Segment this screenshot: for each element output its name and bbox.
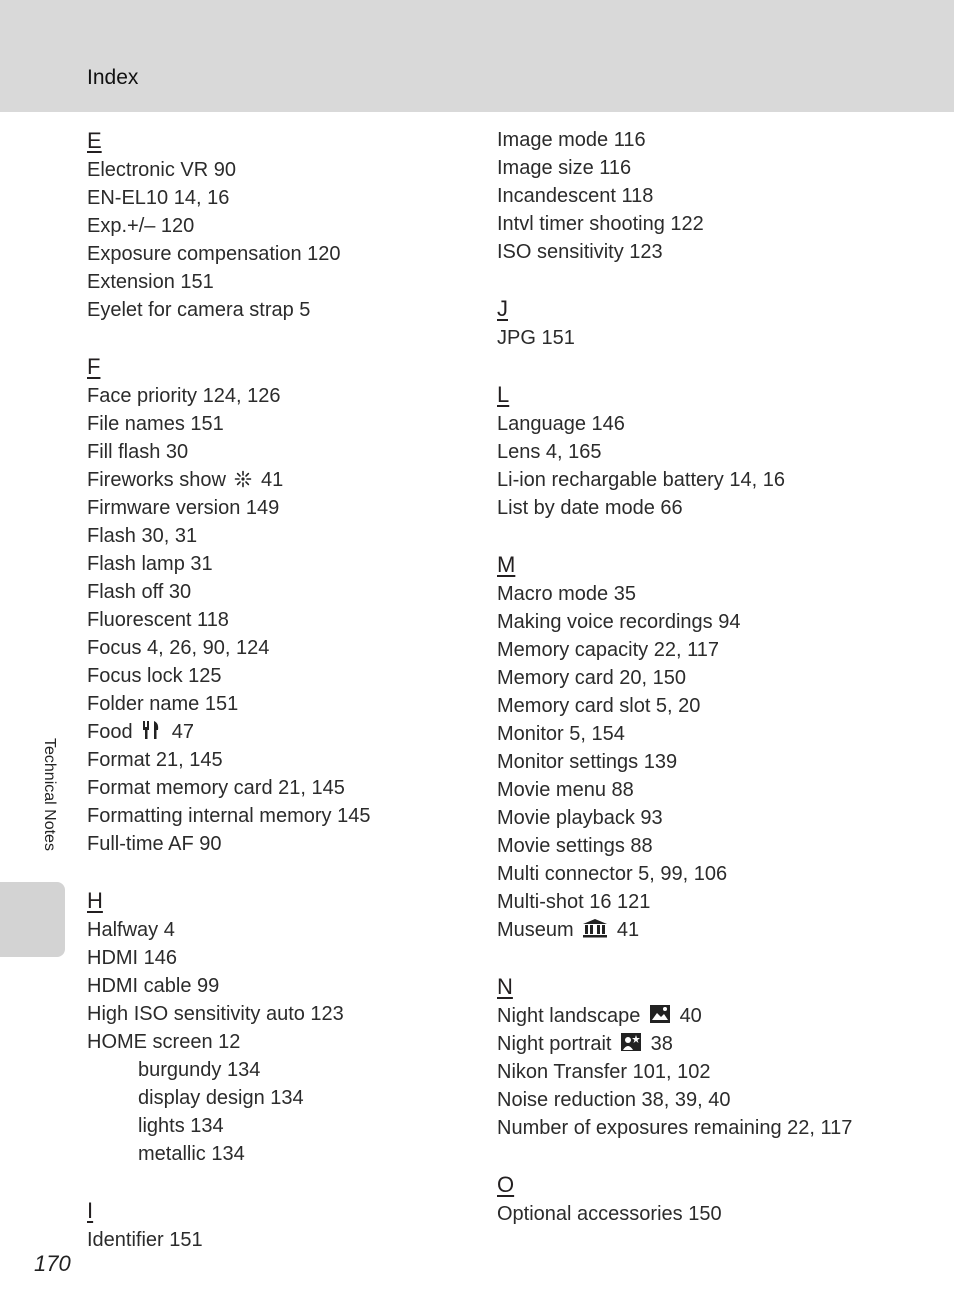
index-entry-museum bbox=[497, 916, 937, 944]
fireworks-icon bbox=[234, 468, 252, 496]
index-entry: Eyelet for camera strap 5 bbox=[87, 299, 311, 321]
index-section-h bbox=[87, 886, 467, 1168]
section-letter: I bbox=[87, 1198, 94, 1223]
index-entry: Monitor settings 139 bbox=[497, 751, 678, 773]
index-entry: Face priority 124, 126 bbox=[87, 385, 281, 407]
index-entry: Flash off 30 bbox=[87, 581, 192, 603]
index-entry: Full-time AF 90 bbox=[87, 833, 222, 855]
index-entry: Identifier 151 bbox=[87, 1229, 203, 1251]
index-entry: Formatting internal memory 145 bbox=[87, 805, 371, 827]
index-entry: Firmware version 149 bbox=[87, 497, 280, 519]
index-subentry: metallic 134 bbox=[138, 1143, 245, 1165]
entry-label: Night landscape bbox=[497, 1005, 641, 1027]
index-entry: Number of exposures remaining 22, 117 bbox=[497, 1117, 853, 1139]
index-section-j bbox=[497, 294, 937, 352]
index-entry: ISO sensitivity 123 bbox=[497, 241, 663, 263]
entry-label: Food bbox=[87, 721, 133, 743]
index-entry: Multi connector 5, 99, 106 bbox=[497, 863, 728, 885]
index-entry: Exposure compensation 120 bbox=[87, 243, 341, 265]
night-landscape-icon bbox=[649, 1004, 671, 1032]
index-entry: Folder name 151 bbox=[87, 693, 239, 715]
page-header bbox=[0, 0, 954, 112]
index-entry-night-portrait bbox=[497, 1030, 937, 1058]
index-column-left bbox=[87, 126, 467, 1282]
section-letter: M bbox=[497, 552, 516, 577]
index-column-right bbox=[497, 126, 937, 1256]
entry-page: 41 bbox=[261, 469, 284, 491]
index-entry: List by date mode 66 bbox=[497, 497, 683, 519]
index-entry: Macro mode 35 bbox=[497, 583, 636, 605]
index-entry: Movie playback 93 bbox=[497, 807, 663, 829]
section-letter: L bbox=[497, 382, 510, 407]
index-entry: High ISO sensitivity auto 123 bbox=[87, 1003, 344, 1025]
index-section-l bbox=[497, 380, 937, 522]
index-section-i bbox=[87, 1196, 467, 1254]
index-entry-fireworks bbox=[87, 466, 467, 494]
index-entry: Image size 116 bbox=[497, 157, 632, 179]
index-entry: Language 146 bbox=[497, 413, 625, 435]
entry-page: 40 bbox=[679, 1005, 702, 1027]
index-subentry: lights 134 bbox=[138, 1115, 224, 1137]
side-tab bbox=[0, 882, 65, 957]
page-number: 170 bbox=[34, 1251, 71, 1276]
food-icon bbox=[141, 720, 163, 748]
index-entry: Memory card 20, 150 bbox=[497, 667, 686, 689]
index-entry: Focus lock 125 bbox=[87, 665, 222, 687]
index-entry-food bbox=[87, 718, 467, 746]
night-portrait-icon bbox=[620, 1032, 642, 1060]
entry-label: Night portrait bbox=[497, 1033, 612, 1055]
index-entry: Memory card slot 5, 20 bbox=[497, 695, 701, 717]
index-entry: Optional accessories 150 bbox=[497, 1203, 722, 1225]
index-entry: Format 21, 145 bbox=[87, 749, 223, 771]
entry-page: 41 bbox=[616, 919, 640, 941]
index-entry: HDMI 146 bbox=[87, 947, 178, 969]
index-entry: Incandescent 118 bbox=[497, 185, 654, 207]
index-entry: Nikon Transfer 101, 102 bbox=[497, 1061, 711, 1083]
index-section-f bbox=[87, 352, 467, 858]
section-letter: E bbox=[87, 128, 102, 153]
index-entry: Lens 4, 165 bbox=[497, 441, 602, 463]
index-entry: Fill flash 30 bbox=[87, 441, 189, 463]
section-letter: F bbox=[87, 354, 101, 379]
index-entry: Image mode 116 bbox=[497, 129, 646, 151]
side-section-label: Technical Notes bbox=[41, 738, 58, 851]
index-subentry: display design 134 bbox=[138, 1087, 304, 1109]
section-letter: J bbox=[497, 296, 508, 321]
entry-page: 38 bbox=[650, 1033, 673, 1055]
index-subentry: burgundy 134 bbox=[138, 1059, 261, 1081]
section-letter: N bbox=[497, 974, 513, 999]
index-entry: Monitor 5, 154 bbox=[497, 723, 625, 745]
index-section-i-continued bbox=[497, 126, 937, 266]
index-entry: HDMI cable 99 bbox=[87, 975, 220, 997]
index-entry: JPG 151 bbox=[497, 327, 575, 349]
index-entry: Exp.+/– 120 bbox=[87, 215, 195, 237]
index-entry: EN-EL10 14, 16 bbox=[87, 187, 230, 209]
index-section-n bbox=[497, 972, 937, 1142]
index-entry: Format memory card 21, 145 bbox=[87, 777, 345, 799]
index-entry: File names 151 bbox=[87, 413, 224, 435]
header-title: Index bbox=[87, 66, 139, 89]
section-letter: O bbox=[497, 1172, 515, 1197]
index-entry: Noise reduction 38, 39, 40 bbox=[497, 1089, 731, 1111]
index-section-e bbox=[87, 126, 467, 324]
index-entry: Movie menu 88 bbox=[497, 779, 634, 801]
index-entry: Movie settings 88 bbox=[497, 835, 653, 857]
index-entry: Halfway 4 bbox=[87, 919, 175, 941]
index-section-m bbox=[497, 550, 937, 944]
index-entry: Electronic VR 90 bbox=[87, 159, 236, 181]
index-entry: Li-ion rechargable battery 14, 16 bbox=[497, 469, 785, 491]
entry-label: Museum bbox=[497, 919, 574, 941]
museum-icon bbox=[582, 918, 608, 946]
index-entry: Making voice recordings 94 bbox=[497, 611, 741, 633]
index-entry: HOME screen 12 bbox=[87, 1031, 241, 1053]
index-entry: Memory capacity 22, 117 bbox=[497, 639, 719, 661]
index-entry: Fluorescent 118 bbox=[87, 609, 229, 631]
index-entry: Extension 151 bbox=[87, 271, 214, 293]
index-section-o bbox=[497, 1170, 937, 1228]
index-entry: Focus 4, 26, 90, 124 bbox=[87, 637, 270, 659]
index-entry: Multi-shot 16 121 bbox=[497, 891, 651, 913]
index-entry: Flash lamp 31 bbox=[87, 553, 213, 575]
entry-page: 47 bbox=[171, 721, 194, 743]
index-entry: Intvl timer shooting 122 bbox=[497, 213, 704, 235]
index-entry-night-landscape bbox=[497, 1002, 937, 1030]
index-entry: Flash 30, 31 bbox=[87, 525, 198, 547]
section-letter: H bbox=[87, 888, 103, 913]
entry-label: Fireworks show bbox=[87, 469, 226, 491]
